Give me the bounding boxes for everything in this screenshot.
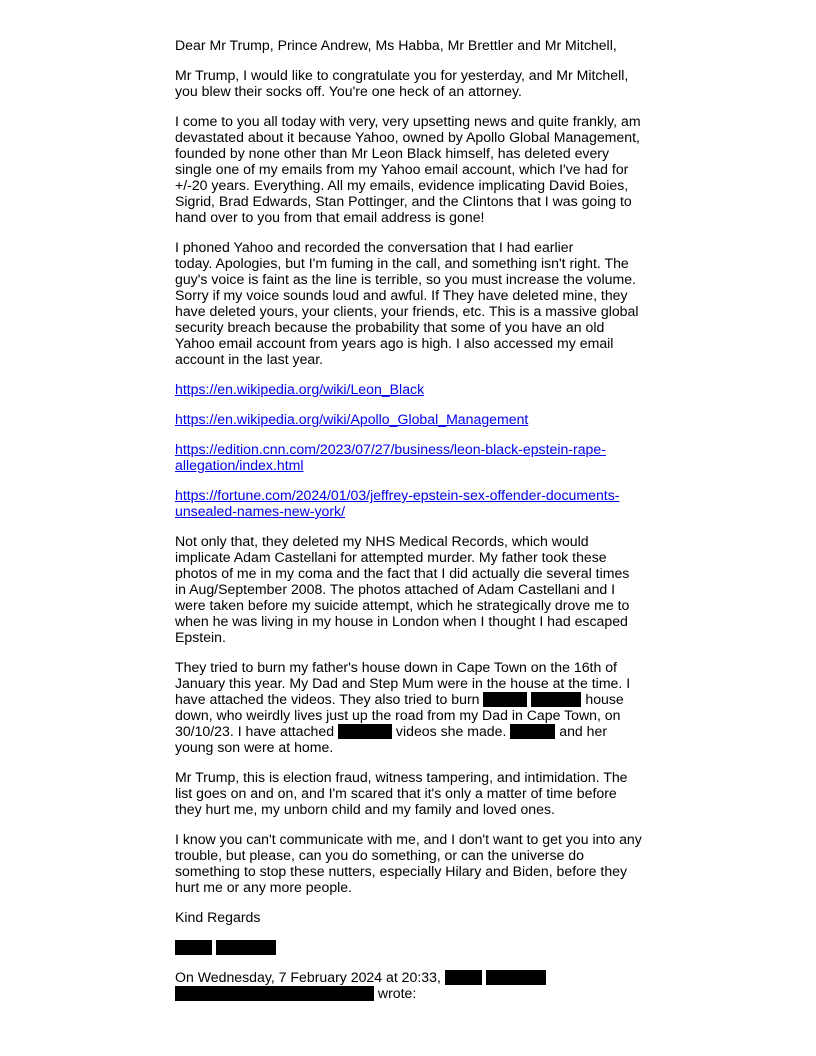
link-leon-black[interactable]: https://en.wikipedia.org/wiki/Leon_Black [175,381,425,397]
text-line: Yahoo email account from years ago is high. I also accessed my email [175,335,614,351]
signoff-text: Kind Regards [175,909,261,925]
text-line: when he was living in my house in London when I thought I had escaped [175,613,628,629]
text-line: Mr Trump, this is election fraud, witness tampering, and intimidation. The [175,769,628,785]
text-line: Epstein. [175,629,226,645]
link-fortune-article[interactable]: https://fortune.com/2024/01/03/jeffrey-epstein-sex-offender-documents- [175,487,620,503]
quoted-header [175,969,645,1001]
text-line: today. Apologies, but I'm fuming in the call, and something isn't right. The [175,255,629,271]
redaction-block [510,724,555,739]
text-line: young son were at home. [175,739,334,755]
quoted-header-line [175,969,645,985]
text-line: have deleted yours, your clients, your friends, etc. This is a massive global [175,303,639,319]
quoted-header-wrote: wrote: [377,985,417,1001]
text-line: you blew their socks off. You're one heck of an attorney. [175,83,522,99]
text-line: I come to you all today with very, very upsetting news and quite frankly, am [175,113,641,129]
text-line: in Aug/September 2008. The photos attached of Adam Castellani and I [175,581,616,597]
paragraph-house-fire [175,659,645,755]
paragraph-election-fraud [175,769,645,817]
text-line: single one of my emails from my Yahoo email account, which I've had for [175,161,629,177]
redaction-block [486,970,546,985]
text-fragment: have attached the videos. They also tried to burn [175,691,480,707]
text-line: hand over to you from that email address is gone! [175,209,485,225]
text-line: They tried to burn my father's house down in Cape Town on the 16th of [175,659,617,675]
text-line: photos of me in my coma and the fact that I did actually die several times [175,565,630,581]
greeting [175,37,645,53]
redaction-block [175,940,212,955]
text-fragment: videos she made. [395,723,507,739]
text-line: +/-20 years. Everything. All my emails, evidence implicating David Boies, [175,177,629,193]
paragraph-yahoo-deletion [175,113,645,225]
text-fragment: 30/10/23. I have attached [175,723,335,739]
redaction-block [445,970,482,985]
link-cnn-article[interactable]: https://edition.cnn.com/2023/07/27/business/leon-black-epstein-rape- [175,441,606,457]
link-block-leon-black [175,381,645,397]
link-cnn-article-continued[interactable]: allegation/index.html [175,457,304,473]
paragraph-phone-call [175,239,645,367]
text-line: guy's voice is faint as the line is terrible, so you must increase the volume. [175,271,636,287]
text-line: were taken before my suicide attempt, which he strategically drove me to [175,597,630,613]
text-fragment: house [585,691,624,707]
quoted-header-line [175,985,645,1001]
text-line: list goes on and on, and I'm scared that it's only a matter of time before [175,785,617,801]
redaction-block [531,692,581,707]
link-block-fortune [175,487,645,519]
paragraph-congratulations [175,67,645,99]
text-line-with-redactions [175,691,645,707]
text-line: implicate Adam Castellani for attempted murder. My father took these [175,549,607,565]
text-line: something to stop these nutters, especially Hilary and Biden, before they [175,863,628,879]
link-block-cnn [175,441,645,473]
paragraph-medical-records [175,533,645,645]
text-line: January this year. My Dad and Step Mum were in the house at the time. I [175,675,631,691]
redaction-block [338,724,392,739]
greeting-line: Dear Mr Trump, Prince Andrew, Ms Habba, Mr Brettler and Mr Mitchell, [175,37,617,53]
text-line: I know you can't communicate with me, and I don't want to get you into any [175,831,642,847]
link-block-apollo [175,411,645,427]
text-line: Sorry if my voice sounds loud and awful. If They have deleted mine, they [175,287,628,303]
text-line: founded by none other than Mr Leon Black himself, has deleted every [175,145,610,161]
text-line: account in the last year. [175,351,324,367]
text-line: devastated about it because Yahoo, owned by Apollo Global Management, [175,129,640,145]
redaction-block [216,940,276,955]
signoff [175,909,645,925]
text-line: Mr Trump, I would like to congratulate you for yesterday, and Mr Mitchell, [175,67,629,83]
text-line: I phoned Yahoo and recorded the conversation that I had earlier [175,239,574,255]
redaction-block [483,692,527,707]
link-fortune-article-continued[interactable]: unsealed-names-new-york/ [175,503,345,519]
text-line: down, who weirdly lives just up the road from my Dad in Cape Town, on [175,707,621,723]
text-line: trouble, but please, can you do something, or can the universe do [175,847,584,863]
email-body [175,37,645,1015]
signature [175,939,645,955]
redaction-block [175,986,374,1001]
text-line: Sigrid, Brad Edwards, Stan Pottinger, and the Clintons that I was going to [175,193,632,209]
text-line: security breach because the probability that some of you have an old [175,319,605,335]
quoted-header-date: On Wednesday, 7 February 2024 at 20:33, [175,969,441,985]
signature-redacted [175,939,645,955]
paragraph-request [175,831,645,895]
link-apollo-global-management[interactable]: https://en.wikipedia.org/wiki/Apollo_Global_Management [175,411,529,427]
text-line: hurt me or any more people. [175,879,353,895]
text-line: they hurt me, my unborn child and my family and loved ones. [175,801,555,817]
text-line: Not only that, they deleted my NHS Medical Records, which would [175,533,589,549]
text-fragment: and her [559,723,608,739]
text-line-with-redactions [175,723,645,739]
